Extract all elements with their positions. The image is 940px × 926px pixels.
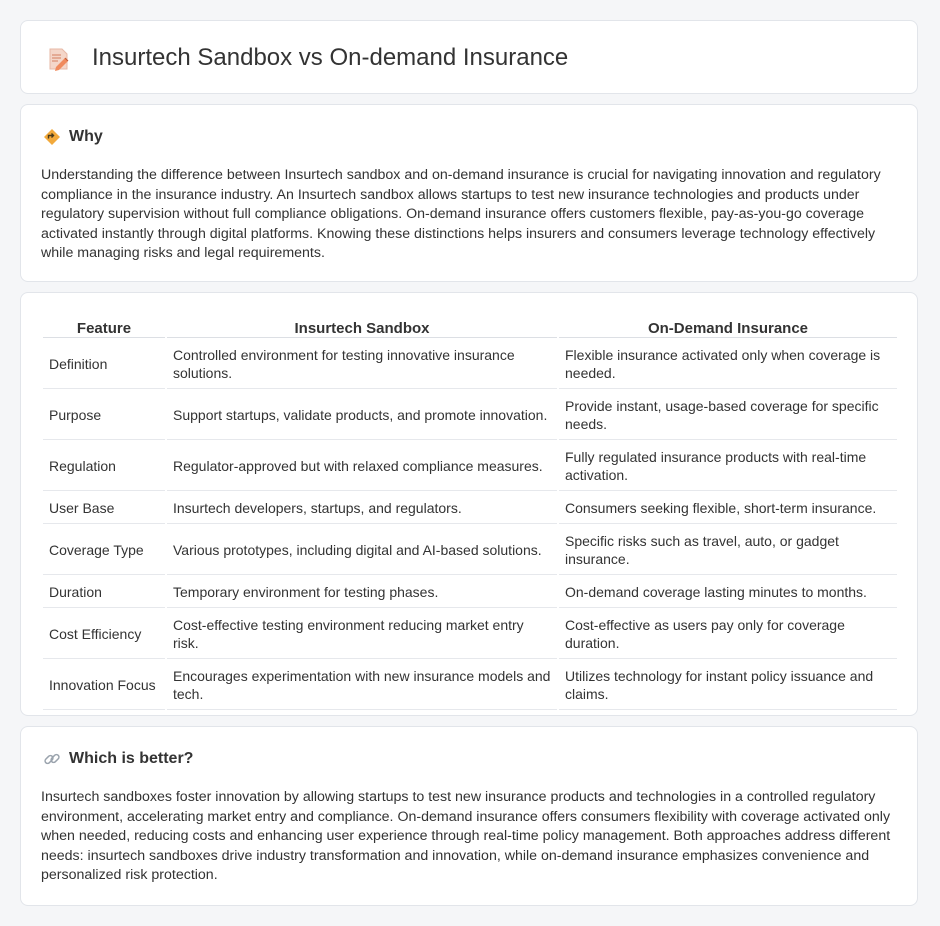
sandbox-cell: Controlled environment for testing innovative insurance solutions. [167, 340, 557, 389]
why-text: Understanding the difference between Insurtech sandbox and on-demand insurance is crucial for navigating innovation and regulatory compliance in the insurance industry. An Insurtech sandbox allows startups to test new insurance technologies and products under regulatory supervision without full compliance obligations. On-demand insurance offers customers flexible, pay-as-you-go coverage activated instantly through digital platforms. Knowing these distinctions helps insurers and consumers leverage technology effectively while managing risks and legal requirements. [41, 167, 881, 261]
sandbox-cell: Temporary environment for testing phases. [167, 577, 557, 608]
why-heading: Why [69, 128, 103, 145]
header-on-demand: On-Demand Insurance [559, 319, 897, 338]
on-demand-cell: Fully regulated insurance products with real-time activation. [559, 442, 897, 491]
on-demand-cell: Cost-effective as users pay only for coverage duration. [559, 610, 897, 659]
table-row [43, 340, 897, 389]
on-demand-cell: On-demand coverage lasting minutes to months. [559, 577, 897, 608]
better-text: Insurtech sandboxes foster innovation by allowing startups to test new insurance products and technologies in a controlled regulatory environment, accelerating market entry and compliance. On-demand insurance offers consumers flexibility with coverage activated only when needed, reducing costs and enhancing user experience through real-time policy management. Both approaches address different needs: insurtech sandboxes drive industry transformation and innovation, while on-demand insurance emphasizes convenience and personalized risk protection. [41, 789, 891, 883]
table-row [43, 526, 897, 575]
why-heading-row [43, 127, 103, 147]
sandbox-cell: Various prototypes, including digital and AI-based solutions. [167, 526, 557, 575]
diamond-arrow-icon [43, 128, 61, 146]
sandbox-cell: Support startups, validate products, and promote innovation. [167, 391, 557, 440]
sandbox-cell: Regulator-approved but with relaxed compliance measures. [167, 442, 557, 491]
title-card [20, 20, 918, 94]
on-demand-cell: Provide instant, usage-based coverage for specific needs. [559, 391, 897, 440]
feature-cell: Innovation Focus [43, 661, 165, 710]
comparison-table [41, 317, 899, 712]
on-demand-cell: Utilizes technology for instant policy issuance and claims. [559, 661, 897, 710]
header-feature: Feature [43, 319, 165, 338]
on-demand-cell: Flexible insurance activated only when coverage is needed. [559, 340, 897, 389]
sandbox-cell: Encourages experimentation with new insurance models and tech. [167, 661, 557, 710]
table-row [43, 661, 897, 710]
table-header-row [43, 319, 897, 338]
sandbox-cell: Cost-effective testing environment reducing market entry risk. [167, 610, 557, 659]
feature-cell: Coverage Type [43, 526, 165, 575]
why-section [20, 104, 918, 282]
table-row [43, 577, 897, 608]
table-row [43, 610, 897, 659]
link-icon [43, 750, 61, 768]
header-sandbox: Insurtech Sandbox [167, 319, 557, 338]
feature-cell: Purpose [43, 391, 165, 440]
table-row [43, 493, 897, 524]
better-heading: Which is better? [69, 750, 194, 767]
feature-cell: Regulation [43, 442, 165, 491]
page-title: Insurtech Sandbox vs On-demand Insurance [92, 44, 569, 71]
comparison-table-card [20, 292, 918, 716]
table-row [43, 391, 897, 440]
which-is-better-section [20, 726, 918, 906]
feature-cell: Cost Efficiency [43, 610, 165, 659]
sandbox-cell: Insurtech developers, startups, and regulators. [167, 493, 557, 524]
table-row [43, 442, 897, 491]
on-demand-cell: Consumers seeking flexible, short-term insurance. [559, 493, 897, 524]
document-pencil-icon [48, 47, 70, 71]
on-demand-cell: Specific risks such as travel, auto, or gadget insurance. [559, 526, 897, 575]
feature-cell: Duration [43, 577, 165, 608]
better-heading-row [43, 749, 193, 769]
feature-cell: Definition [43, 340, 165, 389]
feature-cell: User Base [43, 493, 165, 524]
